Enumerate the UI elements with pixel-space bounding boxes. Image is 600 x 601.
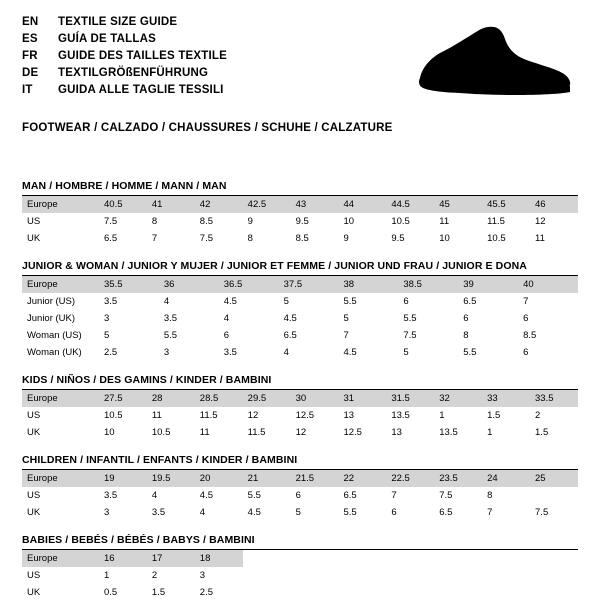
cell: 5.5: [247, 490, 261, 501]
table-row: [22, 196, 578, 213]
cell: 5.5: [463, 347, 477, 358]
cell: 4.5: [223, 296, 237, 307]
cell: 3.5: [223, 347, 237, 358]
size-table-children: [22, 470, 578, 521]
section-title: MAN / HOMBRE / HOMME / MANN / MAN: [22, 180, 578, 196]
cell: 5: [343, 313, 349, 324]
cell: 5.5: [163, 330, 178, 341]
cell: [530, 487, 578, 504]
table-row: [22, 230, 578, 247]
cell: 3: [163, 347, 170, 358]
cell: 37.5: [279, 276, 339, 293]
cell: 16: [99, 550, 147, 567]
cell: 9.5: [295, 216, 309, 227]
cell: 3: [104, 507, 110, 518]
row-label: Europe: [22, 276, 99, 293]
cell: 8: [487, 490, 493, 501]
language-code: ES: [22, 33, 38, 45]
language-title: GUIDA ALLE TAGLIE TESSILI: [58, 84, 224, 96]
row-label: Woman (US): [27, 330, 82, 341]
cell: 5: [295, 507, 301, 518]
cell-empty: [434, 550, 482, 567]
table-row: [22, 424, 578, 441]
table-row: [22, 390, 578, 407]
cell: 8: [247, 233, 253, 244]
cell: 1: [487, 427, 493, 438]
cell: 2: [535, 410, 541, 421]
cell: 36: [159, 276, 219, 293]
cell: 21: [243, 470, 291, 487]
table-row: [22, 504, 578, 521]
cell: 46: [530, 196, 578, 213]
cell: 6: [403, 296, 409, 307]
cell: 7.5: [104, 216, 118, 227]
section-junior-woman: [22, 260, 578, 361]
cell: 35.5: [99, 276, 159, 293]
cell-empty: [530, 584, 578, 601]
cell: 13.5: [391, 410, 410, 421]
cell: 7: [343, 330, 349, 341]
cell: 1.5: [535, 427, 549, 438]
cell-empty: [386, 567, 434, 584]
size-table-junior-woman: [22, 276, 578, 361]
row-label: Junior (US): [27, 296, 76, 307]
row-label: Europe: [22, 196, 99, 213]
cell: 11: [199, 427, 210, 438]
row-label: Woman (UK): [27, 347, 82, 358]
cell: 3.5: [163, 313, 178, 324]
cell: 44: [338, 196, 386, 213]
language-code: IT: [22, 84, 33, 96]
language-title: GUIDE DES TAILLES TEXTILE: [58, 50, 227, 62]
section-babies: [22, 534, 578, 601]
row-label: UK: [27, 427, 41, 438]
cell: 8: [151, 216, 158, 227]
cell-empty: [338, 567, 386, 584]
cell: 13: [343, 410, 355, 421]
cell: 32: [434, 390, 482, 407]
cell: 42.5: [243, 196, 291, 213]
cell: 1: [104, 570, 110, 581]
cell: 8.5: [199, 216, 213, 227]
cell: 28.5: [195, 390, 243, 407]
cell-empty: [243, 550, 291, 567]
row-label: UK: [27, 507, 41, 518]
cell: 45: [434, 196, 482, 213]
cell: 11: [439, 216, 450, 227]
row-label: Junior (UK): [27, 313, 76, 324]
cell: 31.5: [386, 390, 434, 407]
cell: 17: [147, 550, 195, 567]
cell: 6: [523, 313, 529, 324]
cell: 45.5: [482, 196, 530, 213]
cell: 12: [247, 410, 259, 421]
cell-empty: [530, 567, 578, 584]
cell: 7: [523, 296, 529, 307]
cell: 3.5: [104, 490, 118, 501]
cell: 6: [295, 490, 301, 501]
row-label: US: [27, 410, 41, 421]
cell-empty: [338, 584, 386, 601]
cell: 33: [482, 390, 530, 407]
cell: 20: [195, 470, 243, 487]
cell: 4.5: [199, 490, 213, 501]
size-table-kids: [22, 390, 578, 441]
cell: 8: [463, 330, 469, 341]
cell: 9: [247, 216, 253, 227]
cell-empty: [291, 550, 339, 567]
cell: 3: [104, 313, 110, 324]
cell-empty: [482, 550, 530, 567]
cell: 7: [391, 490, 397, 501]
cell: 11.5: [247, 427, 266, 438]
table-row: [22, 293, 578, 310]
cell-empty: [482, 567, 530, 584]
cell: 5: [104, 330, 110, 341]
cell: 3: [199, 570, 206, 581]
cell: 5.5: [403, 313, 417, 324]
section-title: KIDS / NIÑOS / DES GAMINS / KINDER / BAMBINI: [22, 374, 578, 390]
page-header: [22, 16, 578, 108]
cell: 24: [482, 470, 530, 487]
cell: 7: [487, 507, 493, 518]
cell: 12.5: [343, 427, 362, 438]
section-children: [22, 454, 578, 521]
cell: 2: [151, 570, 158, 581]
cell: 10.5: [151, 427, 171, 438]
row-label: UK: [27, 233, 41, 244]
cell: 9: [343, 233, 349, 244]
cell: 12: [295, 427, 307, 438]
cell: 9.5: [391, 233, 405, 244]
cell: 8.5: [295, 233, 309, 244]
cell: 10.5: [391, 216, 410, 227]
cell: 10.5: [487, 233, 506, 244]
cell: 8.5: [523, 330, 537, 341]
cell-empty: [243, 567, 291, 584]
cell: 40: [518, 276, 578, 293]
cell: 3.5: [104, 296, 118, 307]
cell: 11: [535, 233, 545, 244]
cell-empty: [386, 550, 434, 567]
cell: 3.5: [151, 507, 166, 518]
cell: 42: [195, 196, 243, 213]
section-title: CHILDREN / INFANTIL / ENFANTS / KINDER / BAMBINI: [22, 454, 578, 470]
section-kids: [22, 374, 578, 441]
cell: 10.5: [104, 410, 123, 421]
cell: 4: [163, 296, 170, 307]
cell: 0.5: [104, 587, 118, 598]
cell: 23.5: [434, 470, 482, 487]
cell: 10: [439, 233, 450, 244]
table-row: [22, 344, 578, 361]
cell-empty: [434, 567, 482, 584]
cell: 6.5: [343, 490, 357, 501]
cell: 7.5: [199, 233, 213, 244]
cell: 19.5: [147, 470, 195, 487]
table-row: [22, 327, 578, 344]
table-row: [22, 276, 578, 293]
cell: 4: [151, 490, 158, 501]
cell: 13.5: [439, 427, 458, 438]
cell: 33.5: [530, 390, 578, 407]
section-man: [22, 180, 578, 247]
cell: 2.5: [104, 347, 118, 358]
cell: 31: [338, 390, 386, 407]
cell: 6: [223, 330, 230, 341]
cell: 10: [104, 427, 115, 438]
row-label: US: [27, 216, 41, 227]
cell: 27.5: [99, 390, 147, 407]
cell: 5: [403, 347, 409, 358]
row-label: US: [27, 570, 41, 581]
cell: 6.5: [283, 330, 297, 341]
cell: 6: [463, 313, 469, 324]
cell: 7.5: [403, 330, 417, 341]
cell: 4: [223, 313, 230, 324]
cell: 2.5: [199, 587, 213, 598]
cell: 18: [195, 550, 243, 567]
cell: 6: [523, 347, 529, 358]
cell: 22.5: [386, 470, 434, 487]
table-row: [22, 310, 578, 327]
cell: 43: [291, 196, 339, 213]
footwear-category-line: FOOTWEAR / CALZADO / CHAUSSURES / SCHUHE / CALZATURE: [22, 122, 393, 134]
cell: 44.5: [386, 196, 434, 213]
cell: 12: [535, 216, 546, 227]
language-code: EN: [22, 16, 39, 28]
cell: 6: [391, 507, 397, 518]
cell: 25: [530, 470, 578, 487]
table-row: [22, 407, 578, 424]
cell: 4.5: [247, 507, 261, 518]
cell-empty: [482, 584, 530, 601]
cell: 36.5: [219, 276, 279, 293]
cell: 6.5: [104, 233, 118, 244]
cell: 21.5: [291, 470, 339, 487]
cell: 13: [391, 427, 402, 438]
section-title: JUNIOR & WOMAN / JUNIOR Y MUJER / JUNIOR ET FEMME / JUNIOR UND FRAU / JUNIOR E DONA: [22, 260, 578, 276]
cell: 12.5: [295, 410, 315, 421]
table-row: [22, 550, 578, 567]
dress-shoe-icon: [384, 24, 574, 102]
table-row: [22, 213, 578, 230]
row-label: Europe: [22, 470, 99, 487]
cell: 38.5: [398, 276, 458, 293]
table-row: [22, 487, 578, 504]
cell: 4.5: [343, 347, 357, 358]
cell: 1: [439, 410, 445, 421]
cell: 7.5: [535, 507, 549, 518]
cell: 11.5: [487, 216, 505, 227]
size-table-man: [22, 196, 578, 247]
table-row: [22, 584, 578, 601]
language-code: FR: [22, 50, 38, 62]
size-table-babies: [22, 550, 578, 601]
language-code: DE: [22, 67, 39, 79]
cell-empty: [338, 550, 386, 567]
cell: 4.5: [283, 313, 297, 324]
cell: 1.5: [151, 587, 166, 598]
cell: 11.5: [199, 410, 218, 421]
cell: 29.5: [243, 390, 291, 407]
cell: 38: [339, 276, 399, 293]
cell-empty: [243, 584, 291, 601]
cell: 4: [199, 507, 206, 518]
cell: 1.5: [487, 410, 501, 421]
cell: 41: [147, 196, 195, 213]
cell: 5: [283, 296, 289, 307]
cell: 22: [338, 470, 386, 487]
cell: 5.5: [343, 507, 357, 518]
language-title: GUÍA DE TALLAS: [58, 33, 156, 45]
row-label: UK: [27, 587, 41, 598]
cell-empty: [291, 584, 339, 601]
cell: 39: [458, 276, 518, 293]
table-row: [22, 470, 578, 487]
cell: 7.5: [439, 490, 453, 501]
cell: 4: [283, 347, 289, 358]
cell-empty: [291, 567, 339, 584]
cell: 5.5: [343, 296, 357, 307]
cell: 30: [291, 390, 339, 407]
section-title: BABIES / BEBÉS / BÉBÉS / BABYS / BAMBINI: [22, 534, 578, 550]
cell-empty: [434, 584, 482, 601]
table-row: [22, 567, 578, 584]
cell-empty: [530, 550, 578, 567]
row-label: Europe: [22, 550, 99, 567]
cell: 7: [151, 233, 158, 244]
cell: 19: [99, 470, 147, 487]
row-label: Europe: [22, 390, 99, 407]
cell: 6.5: [439, 507, 453, 518]
language-title: TEXTILGRÖßENFÜHRUNG: [58, 67, 209, 79]
cell: 11: [151, 410, 162, 421]
cell-empty: [386, 584, 434, 601]
cell: 40.5: [99, 196, 147, 213]
row-label: US: [27, 490, 41, 501]
cell: 10: [343, 216, 355, 227]
language-title: TEXTILE SIZE GUIDE: [58, 16, 178, 28]
cell: 28: [147, 390, 195, 407]
cell: 6.5: [463, 296, 477, 307]
